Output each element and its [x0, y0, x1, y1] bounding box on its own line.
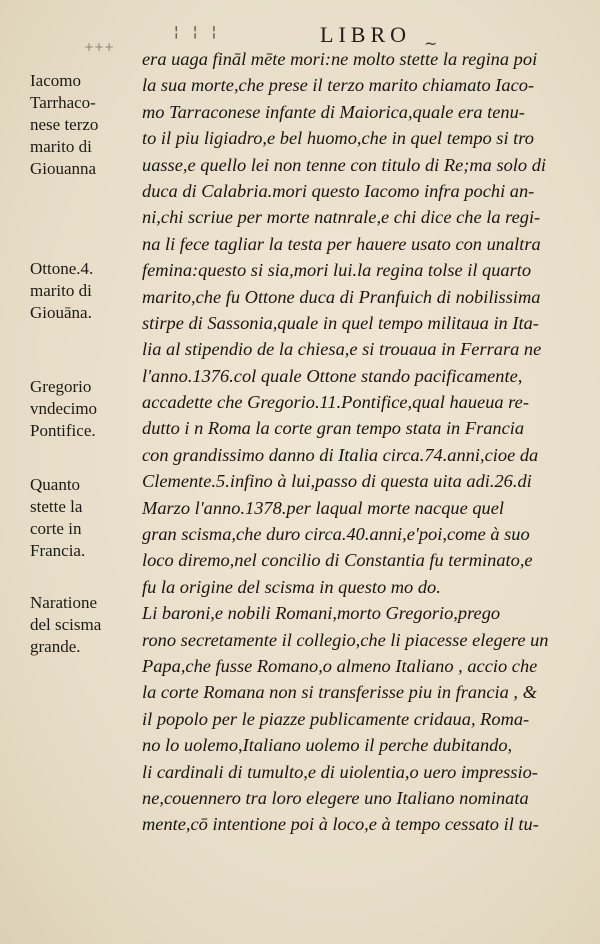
text-line: femina:questo si sia,mori lui.la regina tolse il quarto [142, 260, 532, 281]
text-line: il popolo per le piazze publicamente cridaua, Roma- [142, 708, 530, 729]
margin-note-ottone [30, 258, 140, 324]
margin-note-line: Giouanna [30, 159, 97, 178]
margin-note-quanto [30, 474, 140, 562]
text-line: li cardinali di tumulto,e di uiolentia,o uero impressio- [142, 761, 538, 782]
margin-note-line: Iacomo [30, 71, 81, 90]
margin-note-iacomo [30, 70, 140, 180]
margin-note-line: vndecimo [30, 399, 98, 418]
margin-note-line: corte in [30, 519, 82, 538]
text-line: accadette che Gregorio.11.Pontifice,qual haueua re- [142, 392, 529, 413]
signature-mark: +++ [84, 40, 115, 54]
text-line: la corte Romana non si transferisse piu in francia , & [142, 682, 537, 703]
margin-note-naratione [30, 592, 140, 658]
text-line: na li fece tagliar la testa per hauere usato con unaltra [142, 233, 541, 254]
margin-note-line: nese terzo [30, 115, 99, 134]
margin-note-line: Gregorio [30, 377, 92, 396]
text-line: mo Tarraconese infante di Maiorica,quale era tenu- [142, 101, 525, 122]
margin-note-gregorio [30, 376, 140, 442]
text-line: fu la origine del scisma in questo mo do. [142, 576, 441, 597]
margin-note-line: Ottone.4. [30, 259, 94, 278]
margin-note-line: marito di [30, 281, 92, 300]
text-line: con grandissimo danno di Italia circa.74.anni,cioe da [142, 444, 539, 465]
margin-note-line: Tarrhaco- [30, 93, 96, 112]
text-line: Papa,che fusse Romano,o almeno Italiano , accio che [142, 655, 538, 676]
text-line: to il piu ligiadro,e bel huomo,che in quel tempo si tro [142, 128, 534, 149]
text-line: la sua morte,che prese il terzo marito chiamato Iaco- [142, 75, 535, 96]
text-line: Li baroni,e nobili Romani,morto Gregorio,prego [142, 603, 501, 624]
margin-note-line: Francia. [30, 541, 86, 560]
text-line: loco diremo,nel concilio di Constantia fu terminato,e [142, 550, 533, 571]
text-line: Clemente.5.infino à lui,passo di questa uita adi.26.di [142, 471, 532, 492]
text-line: ne,couennero tra loro elegere uno Italiano nominata [142, 787, 529, 808]
text-line: dutto i n Roma la corte gran tempo stata in Francia [142, 418, 525, 439]
text-line: l'anno.1376.col quale Ottone stando pacificamente, [142, 365, 523, 386]
margin-note-line: grande. [30, 637, 81, 656]
text-line: stirpe di Sassonia,quale in quel tempo militaua in Ita- [142, 312, 539, 333]
margin-note-line: Pontifice. [30, 421, 96, 440]
text-line: gran scisma,che duro circa.40.anni,e'poi,come à suo [142, 524, 530, 545]
margin-note-line: del scisma [30, 615, 102, 634]
text-line: no lo uolemo,Italiano uolemo il perche dubitando, [142, 735, 513, 756]
text-line: rono secretamente il collegio,che li piacesse elegere un [142, 629, 549, 650]
text-line: Marzo l'anno.1378.per laqual morte nacque quel [142, 497, 505, 518]
margin-note-line: Quanto [30, 475, 81, 494]
running-head-title: LIBRO [320, 22, 411, 47]
text-line: lia al stipendio de la chiesa,e si trouaua in Ferrara ne [142, 339, 542, 360]
text-line: ni,chi scriue per morte natnrale,e chi dice che la regi- [142, 207, 541, 228]
head-marks: ¦ ¦ ¦ [172, 24, 220, 40]
margin-note-line: stette la [30, 497, 83, 516]
text-line: duca di Calabria.mori questo Iacomo infra pochi an- [142, 180, 535, 201]
main-text-block [142, 46, 574, 838]
head-flourish: ~ [424, 34, 438, 53]
text-line: uasse,e quello lei non tenne con titulo di Re;ma solo di [142, 154, 547, 175]
text-line: mente,cō intentione poi à loco,e à tempo cessato il tu- [142, 814, 539, 835]
margin-note-line: marito di [30, 137, 92, 156]
margin-note-line: Giouāna. [30, 303, 92, 322]
margin-note-line: Naratione [30, 593, 98, 612]
text-line: era uaga fināl mēte mori:ne molto stette la regina poi [142, 49, 538, 69]
text-line: marito,che fu Ottone duca di Pranfuich di nobilissima [142, 286, 541, 307]
